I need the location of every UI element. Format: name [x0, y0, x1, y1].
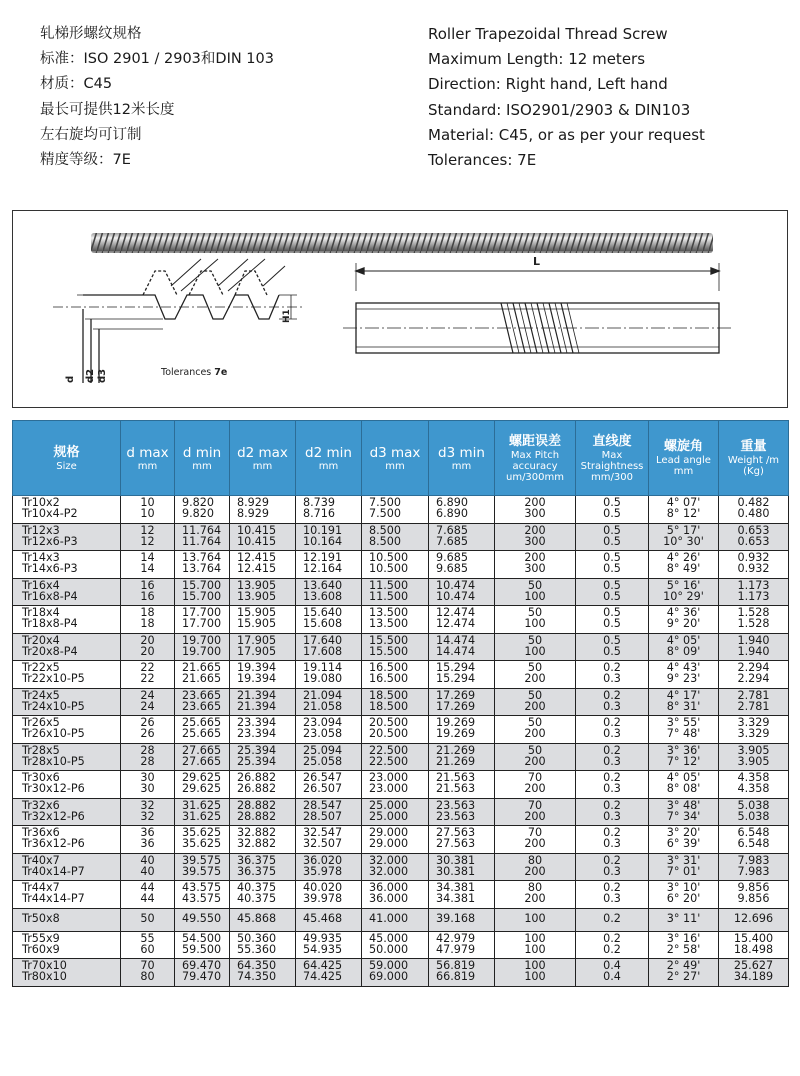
table-cell: 0.5 0.5 — [576, 551, 649, 579]
table-cell: 34.381 34.381 — [429, 881, 495, 909]
table-cell: 32.882 32.882 — [230, 826, 296, 854]
technical-drawing — [12, 210, 788, 408]
table-cell: 17.640 17.608 — [296, 633, 362, 661]
dim-d2-label: d2 — [85, 368, 96, 383]
table-cell: 45.468 — [296, 908, 362, 931]
column-header-sub: mm — [318, 460, 339, 472]
table-cell: 21.269 21.269 — [429, 743, 495, 771]
column-header — [121, 421, 175, 496]
column-header-main: d3 max — [369, 444, 421, 461]
column-header-sub: Size — [56, 460, 77, 472]
table-cell: Tr50x8 — [13, 908, 121, 931]
table-cell: 7.685 7.685 — [429, 523, 495, 551]
table-cell: 31.625 31.625 — [175, 798, 230, 826]
table-cell: 70 80 — [121, 959, 175, 987]
table-cell: 3° 10' 6° 20' — [649, 881, 719, 909]
table-cell: 0.5 0.5 — [576, 523, 649, 551]
table-cell: 32.547 32.507 — [296, 826, 362, 854]
table-cell: Tr40x7 Tr40x14-P7 — [13, 853, 121, 881]
column-header-main: 螺旋角 — [663, 439, 703, 454]
table-cell: 20 20 — [121, 633, 175, 661]
dim-d-label: d — [65, 375, 76, 383]
table-row — [13, 743, 789, 771]
table-cell: 4° 43' 9° 23' — [649, 661, 719, 689]
column-header-sub: mm — [137, 460, 158, 472]
table-cell: Tr14x3 Tr14x6-P3 — [13, 551, 121, 579]
table-cell: 4.358 4.358 — [719, 771, 789, 799]
table-cell: 9.820 9.820 — [175, 496, 230, 524]
table-cell: 12.415 12.415 — [230, 551, 296, 579]
column-header — [13, 421, 121, 496]
table-cell: 8.739 8.716 — [296, 496, 362, 524]
table-cell: 6.548 6.548 — [719, 826, 789, 854]
table-cell: 23.000 23.000 — [362, 771, 429, 799]
table-cell: 55 60 — [121, 931, 175, 959]
table-cell: 80 200 — [495, 853, 576, 881]
table-cell: 32.000 32.000 — [362, 853, 429, 881]
column-header — [296, 421, 362, 496]
table-cell: 0.2 — [576, 908, 649, 931]
spec-line-en: Standard: ISO2901/2903 & DIN103 — [428, 100, 691, 119]
table-cell: 100 — [495, 908, 576, 931]
table-cell: 19.114 19.080 — [296, 661, 362, 689]
spec-line-cn: 轧梯形螺纹规格 — [40, 26, 142, 42]
table-cell: 19.269 19.269 — [429, 716, 495, 744]
table-cell: 0.2 0.2 — [576, 931, 649, 959]
table-cell: 3.905 3.905 — [719, 743, 789, 771]
table-cell: 22.500 22.500 — [362, 743, 429, 771]
table-cell: 12.191 12.164 — [296, 551, 362, 579]
table-cell: 1.940 1.940 — [719, 633, 789, 661]
table-cell: 16.500 16.500 — [362, 661, 429, 689]
table-cell: 0.2 0.3 — [576, 771, 649, 799]
table-cell: 50 100 — [495, 633, 576, 661]
table-cell: 27.563 27.563 — [429, 826, 495, 854]
table-cell: 26 26 — [121, 716, 175, 744]
table-cell: 21.394 21.394 — [230, 688, 296, 716]
table-cell: Tr26x5 Tr26x10-P5 — [13, 716, 121, 744]
table-cell: 200 300 — [495, 496, 576, 524]
table-cell: 13.500 13.500 — [362, 606, 429, 634]
table-cell: 44 44 — [121, 881, 175, 909]
table-cell: 25.627 34.189 — [719, 959, 789, 987]
table-cell: 18 18 — [121, 606, 175, 634]
table-cell: 45.868 — [230, 908, 296, 931]
table-cell: Tr18x4 Tr18x8-P4 — [13, 606, 121, 634]
table-cell: 21.094 21.058 — [296, 688, 362, 716]
table-cell: 5° 17' 10° 30' — [649, 523, 719, 551]
table-cell: 43.575 43.575 — [175, 881, 230, 909]
table-row — [13, 798, 789, 826]
specs-chinese — [40, 22, 274, 173]
table-row — [13, 716, 789, 744]
column-header — [576, 421, 649, 496]
table-cell: 200 300 — [495, 523, 576, 551]
table-cell: 36.000 36.000 — [362, 881, 429, 909]
table-cell: 2.294 2.294 — [719, 661, 789, 689]
table-cell: 13.905 13.905 — [230, 578, 296, 606]
drawing-svg — [13, 211, 787, 407]
table-cell: 2.781 2.781 — [719, 688, 789, 716]
table-row — [13, 633, 789, 661]
table-cell: 11.764 11.764 — [175, 523, 230, 551]
column-header — [362, 421, 429, 496]
table-cell: Tr70x10 Tr80x10 — [13, 959, 121, 987]
table-cell: 17.905 17.905 — [230, 633, 296, 661]
spec-line-en: Maximum Length: 12 meters — [428, 50, 646, 69]
column-header-main: 规格 — [53, 444, 80, 460]
table-cell: Tr10x2 Tr10x4-P2 — [13, 496, 121, 524]
table-cell: 10.500 10.500 — [362, 551, 429, 579]
table-cell: 19.700 19.700 — [175, 633, 230, 661]
thread-spec-table — [12, 420, 789, 987]
table-cell: 23.394 23.394 — [230, 716, 296, 744]
table-cell: 4° 07' 8° 12' — [649, 496, 719, 524]
table-cell: 40.375 40.375 — [230, 881, 296, 909]
column-header-main: d2 min — [305, 444, 352, 461]
table-row — [13, 908, 789, 931]
table-cell: 3.329 3.329 — [719, 716, 789, 744]
table-cell: 200 300 — [495, 551, 576, 579]
column-header — [495, 421, 576, 496]
table-cell: 26.547 26.507 — [296, 771, 362, 799]
table-cell: 23.665 23.665 — [175, 688, 230, 716]
table-cell: 49.935 54.935 — [296, 931, 362, 959]
column-header-sub: mm — [252, 460, 273, 472]
thread-profile-diagram — [53, 259, 303, 383]
table-cell: 56.819 66.819 — [429, 959, 495, 987]
tolerance-note: Tolerances 7e — [161, 367, 228, 378]
table-cell: 25.000 25.000 — [362, 798, 429, 826]
column-header-main: 螺距误差 — [508, 433, 561, 449]
table-cell: 30 30 — [121, 771, 175, 799]
table-cell: 4° 05' 8° 08' — [649, 771, 719, 799]
table-cell: 10.474 10.474 — [429, 578, 495, 606]
header-row — [13, 421, 789, 496]
table-cell: 19.394 19.394 — [230, 661, 296, 689]
table-row — [13, 771, 789, 799]
table-cell: 41.000 — [362, 908, 429, 931]
specs-english — [428, 22, 705, 173]
table-cell: Tr55x9 Tr60x9 — [13, 931, 121, 959]
table-cell: 0.2 0.3 — [576, 881, 649, 909]
table-cell: 0.2 0.3 — [576, 826, 649, 854]
table-cell: 70 200 — [495, 798, 576, 826]
table-cell: 3° 55' 7° 48' — [649, 716, 719, 744]
table-cell: Tr30x6 Tr30x12-P6 — [13, 771, 121, 799]
table-cell: 50 100 — [495, 578, 576, 606]
table-cell: 12.474 12.474 — [429, 606, 495, 634]
column-header-main: 直线度 — [592, 433, 632, 449]
table-row — [13, 931, 789, 959]
spec-line-cn: 标准：ISO 2901 / 2903和DIN 103 — [40, 51, 274, 68]
table-cell: 16 16 — [121, 578, 175, 606]
dim-l-label: L — [533, 255, 541, 268]
column-header-main: 重量 — [740, 439, 767, 454]
table-cell: 20.500 20.500 — [362, 716, 429, 744]
spec-line-en: Roller Trapezoidal Thread Screw — [428, 25, 668, 43]
spec-line-cn: 材质：C45 — [40, 76, 113, 93]
table-cell: 9.856 9.856 — [719, 881, 789, 909]
table-cell: 0.2 0.3 — [576, 798, 649, 826]
table-cell: Tr28x5 Tr28x10-P5 — [13, 743, 121, 771]
table-row — [13, 496, 789, 524]
table-cell: 100 100 — [495, 931, 576, 959]
table-cell: Tr44x7 Tr44x14-P7 — [13, 881, 121, 909]
table-row — [13, 661, 789, 689]
column-header — [230, 421, 296, 496]
table-cell: 0.5 0.5 — [576, 606, 649, 634]
table-cell: 13.640 13.608 — [296, 578, 362, 606]
table-row — [13, 551, 789, 579]
column-header-sub: Lead angle mm — [656, 455, 711, 477]
table-row — [13, 606, 789, 634]
table-cell: 3° 11' — [649, 908, 719, 931]
rod-side-view-diagram — [343, 263, 733, 353]
table-cell: 0.932 0.932 — [719, 551, 789, 579]
table-cell: 10 10 — [121, 496, 175, 524]
table-cell: Tr16x4 Tr16x8-P4 — [13, 578, 121, 606]
table-cell: 8.929 8.929 — [230, 496, 296, 524]
table-cell: 28 28 — [121, 743, 175, 771]
table-cell: 59.000 69.000 — [362, 959, 429, 987]
table-cell: 70 200 — [495, 826, 576, 854]
column-header-sub: Weight /m (Kg) — [727, 455, 780, 477]
table-cell: 17.269 17.269 — [429, 688, 495, 716]
table-cell: 0.2 0.3 — [576, 688, 649, 716]
table-row — [13, 853, 789, 881]
table-cell: 4° 17' 8° 31' — [649, 688, 719, 716]
table-cell: 39.168 — [429, 908, 495, 931]
table-cell: Tr12x3 Tr12x6-P3 — [13, 523, 121, 551]
table-cell: 15.905 15.905 — [230, 606, 296, 634]
table-cell: 69.470 79.470 — [175, 959, 230, 987]
table-cell: 23.094 23.058 — [296, 716, 362, 744]
table-cell: 18.500 18.500 — [362, 688, 429, 716]
table-cell: 29.000 29.000 — [362, 826, 429, 854]
spec-line-en: Direction: Right hand, Left hand — [428, 75, 668, 94]
table-cell: 5.038 5.038 — [719, 798, 789, 826]
table-cell: 50 — [121, 908, 175, 931]
column-header — [649, 421, 719, 496]
table-cell: 6.890 6.890 — [429, 496, 495, 524]
table-cell: 50 100 — [495, 606, 576, 634]
table-cell: 29.625 29.625 — [175, 771, 230, 799]
spec-line-cn: 最长可提供12米长度 — [40, 101, 175, 118]
table-cell: 12 12 — [121, 523, 175, 551]
table-cell: 42.979 47.979 — [429, 931, 495, 959]
table-cell: 4° 36' 9° 20' — [649, 606, 719, 634]
table-cell: 13.764 13.764 — [175, 551, 230, 579]
table-cell: 4° 26' 8° 49' — [649, 551, 719, 579]
table-row — [13, 688, 789, 716]
table-cell: 0.5 0.5 — [576, 496, 649, 524]
table-cell: 0.482 0.480 — [719, 496, 789, 524]
column-header-sub: mm — [192, 460, 212, 472]
column-header-sub: mm — [385, 460, 405, 472]
table-cell: 36.375 36.375 — [230, 853, 296, 881]
table-cell: 0.4 0.4 — [576, 959, 649, 987]
table-cell: 25.394 25.394 — [230, 743, 296, 771]
table-cell: 7.500 7.500 — [362, 496, 429, 524]
dim-h1-label: H1 — [282, 309, 292, 323]
table-cell: 21.665 21.665 — [175, 661, 230, 689]
table-cell: 0.2 0.3 — [576, 716, 649, 744]
table-cell: Tr24x5 Tr24x10-P5 — [13, 688, 121, 716]
table-cell: 80 200 — [495, 881, 576, 909]
table-cell: 28.882 28.882 — [230, 798, 296, 826]
table-row — [13, 826, 789, 854]
column-header-main: d min — [182, 444, 222, 461]
table-cell: 0.5 0.5 — [576, 633, 649, 661]
table-cell: 21.563 21.563 — [429, 771, 495, 799]
spec-line-cn: 左右旋均可订制 — [40, 126, 142, 143]
threaded-rod-image — [91, 233, 713, 253]
column-header-main: d2 max — [237, 444, 288, 461]
table-cell: 0.2 0.3 — [576, 661, 649, 689]
table-cell: 15.294 15.294 — [429, 661, 495, 689]
table-cell: 64.350 74.350 — [230, 959, 296, 987]
spec-line-cn: 精度等级：7E — [40, 151, 131, 168]
table-cell: 40.020 39.978 — [296, 881, 362, 909]
table-cell: 40 40 — [121, 853, 175, 881]
table-cell: 30.381 30.381 — [429, 853, 495, 881]
table-cell: 1.528 1.528 — [719, 606, 789, 634]
column-header-main: d3 min — [438, 444, 485, 461]
table-header — [13, 421, 789, 496]
table-cell: 36 36 — [121, 826, 175, 854]
table-cell: 64.425 74.425 — [296, 959, 362, 987]
table-cell: 50 200 — [495, 688, 576, 716]
table-cell: 54.500 59.500 — [175, 931, 230, 959]
table-cell: 35.625 35.625 — [175, 826, 230, 854]
table-cell: 10.415 10.415 — [230, 523, 296, 551]
table-cell: 50.360 55.360 — [230, 931, 296, 959]
dim-d3-label: d3 — [97, 368, 108, 383]
table-row — [13, 959, 789, 987]
table-cell: Tr22x5 Tr22x10-P5 — [13, 661, 121, 689]
table-cell: 11.500 11.500 — [362, 578, 429, 606]
column-header — [719, 421, 789, 496]
table-cell: 45.000 50.000 — [362, 931, 429, 959]
table-cell: 5° 16' 10° 29' — [649, 578, 719, 606]
table-cell: 15.400 18.498 — [719, 931, 789, 959]
table-cell: 3° 20' 6° 39' — [649, 826, 719, 854]
column-header-sub: Max Pitch accuracy um/300mm — [505, 449, 565, 483]
table-cell: 0.2 0.3 — [576, 853, 649, 881]
table-cell: Tr20x4 Tr20x8-P4 — [13, 633, 121, 661]
table-cell: 25.665 25.665 — [175, 716, 230, 744]
table-cell: 2° 49' 2° 27' — [649, 959, 719, 987]
table-cell: 27.665 27.665 — [175, 743, 230, 771]
table-cell: 49.550 — [175, 908, 230, 931]
table-row — [13, 523, 789, 551]
table-cell: 3° 16' 2° 58' — [649, 931, 719, 959]
column-header-sub: Max Straightness mm/300 — [580, 449, 644, 483]
table-cell: 14.474 14.474 — [429, 633, 495, 661]
table-cell: Tr32x6 Tr32x12-P6 — [13, 798, 121, 826]
table-cell: 50 200 — [495, 743, 576, 771]
table-cell: 39.575 39.575 — [175, 853, 230, 881]
table-cell: Tr36x6 Tr36x12-P6 — [13, 826, 121, 854]
table-cell: 23.563 23.563 — [429, 798, 495, 826]
table-cell: 70 200 — [495, 771, 576, 799]
table-cell: 14 14 — [121, 551, 175, 579]
table-cell: 15.640 15.608 — [296, 606, 362, 634]
table-cell: 25.094 25.058 — [296, 743, 362, 771]
table-cell: 3° 48' 7° 34' — [649, 798, 719, 826]
table-cell: 12.696 — [719, 908, 789, 931]
table-cell: 9.685 9.685 — [429, 551, 495, 579]
table-cell: 4° 05' 8° 09' — [649, 633, 719, 661]
table-cell: 0.2 0.3 — [576, 743, 649, 771]
table-cell: 8.500 8.500 — [362, 523, 429, 551]
table-cell: 10.191 10.164 — [296, 523, 362, 551]
column-header-main: d max — [126, 444, 169, 461]
table-cell: 22 22 — [121, 661, 175, 689]
table-cell: 1.173 1.173 — [719, 578, 789, 606]
table-cell: 100 100 — [495, 959, 576, 987]
column-header — [175, 421, 230, 496]
column-header — [429, 421, 495, 496]
table-cell: 7.983 7.983 — [719, 853, 789, 881]
table-cell: 15.500 15.500 — [362, 633, 429, 661]
table-body — [13, 496, 789, 987]
table-cell: 50 200 — [495, 716, 576, 744]
column-header-sub: mm — [451, 460, 472, 472]
table-cell: 0.653 0.653 — [719, 523, 789, 551]
table-cell: 0.5 0.5 — [576, 578, 649, 606]
table-cell: 26.882 26.882 — [230, 771, 296, 799]
table-cell: 28.547 28.507 — [296, 798, 362, 826]
table-cell: 36.020 35.978 — [296, 853, 362, 881]
spec-line-en: Tolerances: 7E — [428, 150, 537, 169]
table-row — [13, 881, 789, 909]
table-cell: 24 24 — [121, 688, 175, 716]
table-cell: 50 200 — [495, 661, 576, 689]
table-cell: 32 32 — [121, 798, 175, 826]
table-cell: 3° 31' 7° 01' — [649, 853, 719, 881]
table-row — [13, 578, 789, 606]
spec-line-en: Material: C45, or as per your request — [428, 125, 705, 144]
table-cell: 17.700 17.700 — [175, 606, 230, 634]
table-cell: 15.700 15.700 — [175, 578, 230, 606]
table-cell: 3° 36' 7° 12' — [649, 743, 719, 771]
